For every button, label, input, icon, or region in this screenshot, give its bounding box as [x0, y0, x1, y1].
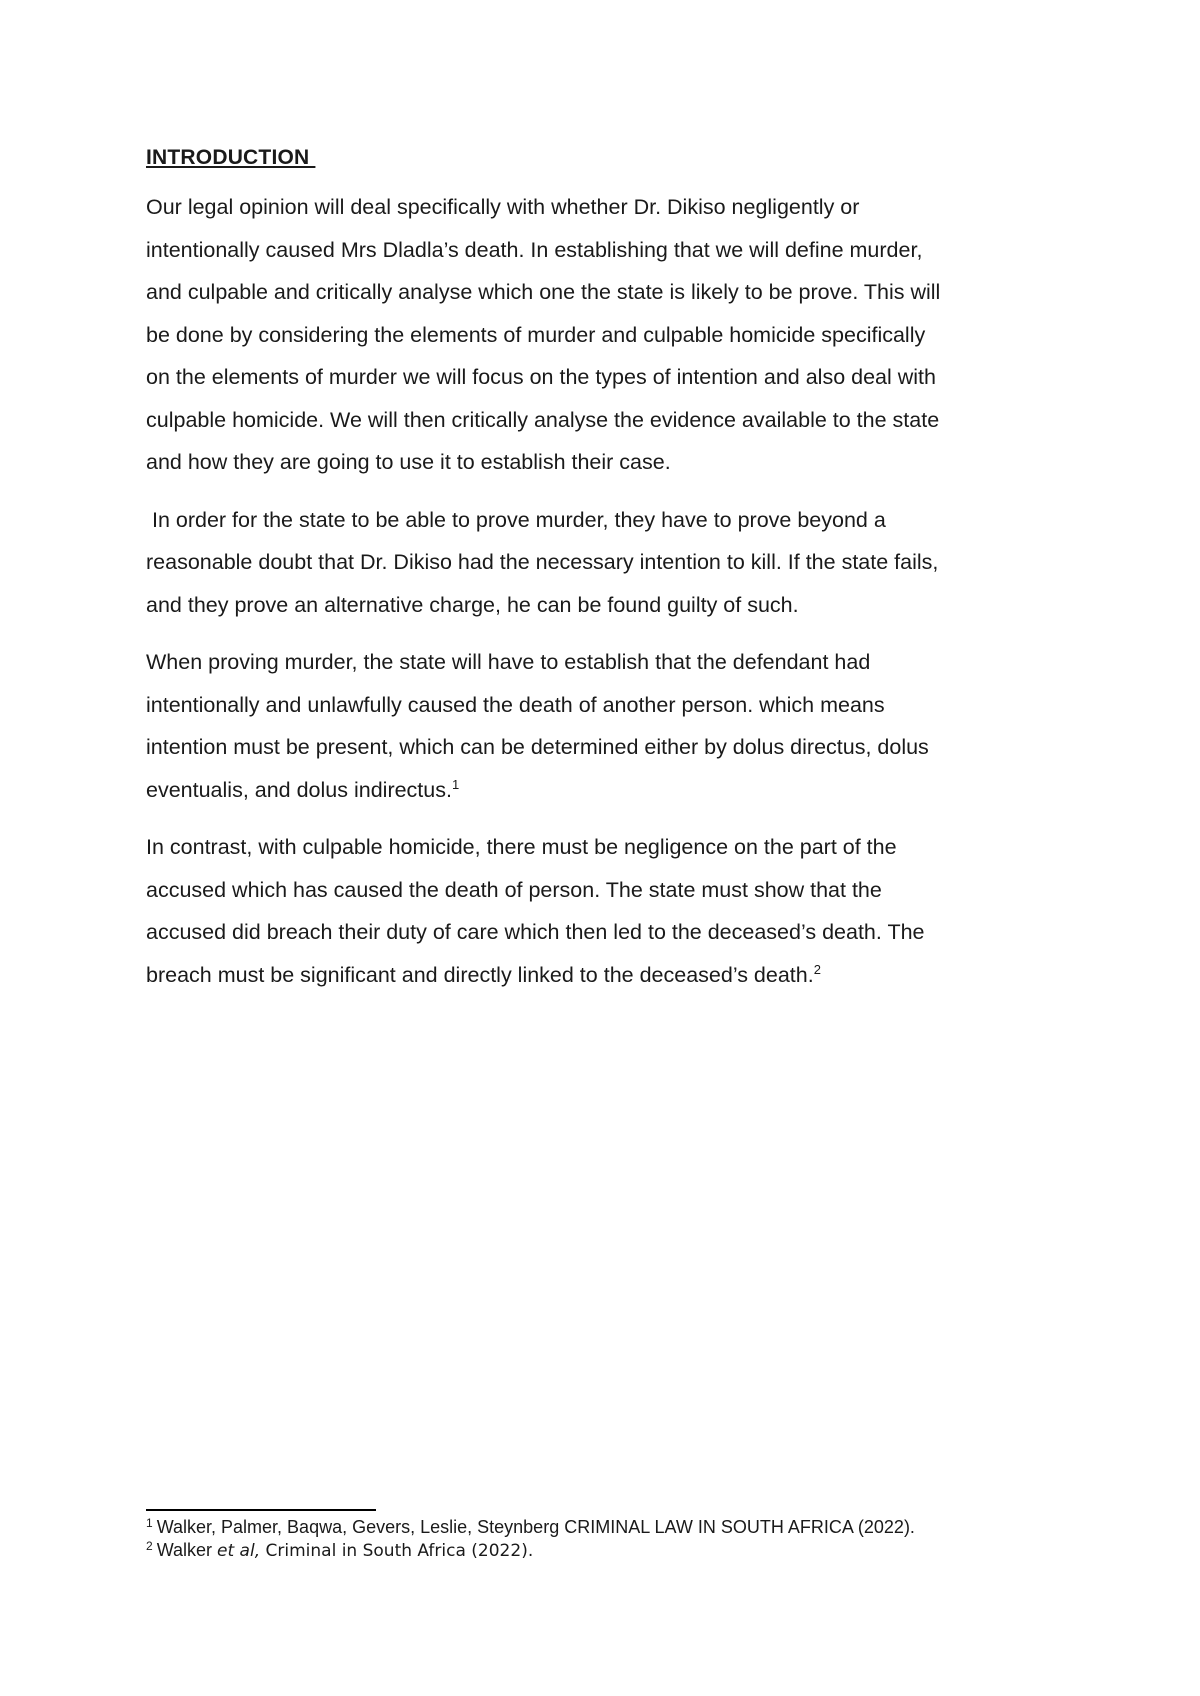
paragraph-line: on the elements of murder we will focus on the types of intention and also deal with — [146, 365, 936, 389]
paragraph-line: culpable homicide. We will then critically analyse the evidence available to the state — [146, 407, 940, 432]
paragraph-line: and they prove an alternative charge, he can be found guilty of such. — [146, 592, 799, 617]
footnote-separator — [146, 1509, 376, 1511]
paragraph-line: accused did breach their duty of care which then led to the deceased’s death. The — [146, 920, 925, 944]
footnote-text: Criminal in South Africa (2022). — [260, 1541, 534, 1561]
paragraph-line: breach must be significant and directly linked to the deceased’s death. — [146, 962, 814, 987]
footnote-reference-1[interactable]: 1 — [451, 776, 460, 792]
footnote-2 — [146, 1539, 915, 1563]
paragraph-line: intention must be present, which can be determined either by dolus directus, dolus — [146, 735, 929, 759]
paragraph-line: and culpable and critically analyse which one the state is likely to be prove. This will — [146, 280, 941, 304]
footnotes — [146, 1516, 915, 1563]
paragraph-2 — [146, 499, 1066, 627]
paragraph-4 — [146, 826, 1066, 996]
paragraph-line: accused which has caused the death of person. The state must show that the — [146, 877, 882, 902]
body-text — [146, 186, 1066, 1011]
paragraph-line: intentionally caused Mrs Dladla’s death. In establishing that we will define murder, — [146, 237, 923, 262]
paragraph-line: and how they are going to use it to establish their case. — [146, 450, 671, 474]
paragraph-line-with-ref — [146, 954, 1066, 997]
paragraph-line: be done by considering the elements of murder and culpable homicide specifically — [146, 322, 926, 347]
paragraph-1 — [146, 186, 1066, 484]
paragraph-line-with-ref — [146, 769, 1066, 812]
paragraph-3 — [146, 641, 1066, 811]
paragraph-line: In order for the state to be able to prove murder, they have to prove beyond a — [146, 507, 886, 532]
footnote-author: Walker — [156, 1540, 218, 1560]
paragraph-line: eventualis, and dolus indirectus. — [146, 777, 452, 802]
section-heading: INTRODUCTION — [146, 146, 316, 169]
paragraph-line: In contrast, with culpable homicide, there must be negligence on the part of the — [146, 835, 897, 859]
paragraph-line: Our legal opinion will deal specifically with whether Dr. Dikiso negligently or — [146, 195, 860, 219]
footnote-reference-2[interactable]: 2 — [813, 961, 821, 977]
paragraph-line: When proving murder, the state will have to establish that the defendant had — [146, 650, 871, 674]
footnote-etal: et al, — [217, 1541, 261, 1561]
paragraph-line: reasonable doubt that Dr. Dikiso had the necessary intention to kill. If the state fails, — [146, 550, 939, 574]
footnote-1 — [146, 1516, 915, 1539]
paragraph-line: intentionally and unlawfully caused the death of another person. which means — [146, 692, 885, 717]
footnote-text: Walker, Palmer, Baqwa, Gevers, Leslie, Steynberg CRIMINAL LAW IN SOUTH AFRICA (2022). — [156, 1517, 915, 1537]
footnote-number: 1 — [146, 1516, 153, 1530]
footnote-number: 2 — [146, 1539, 153, 1553]
